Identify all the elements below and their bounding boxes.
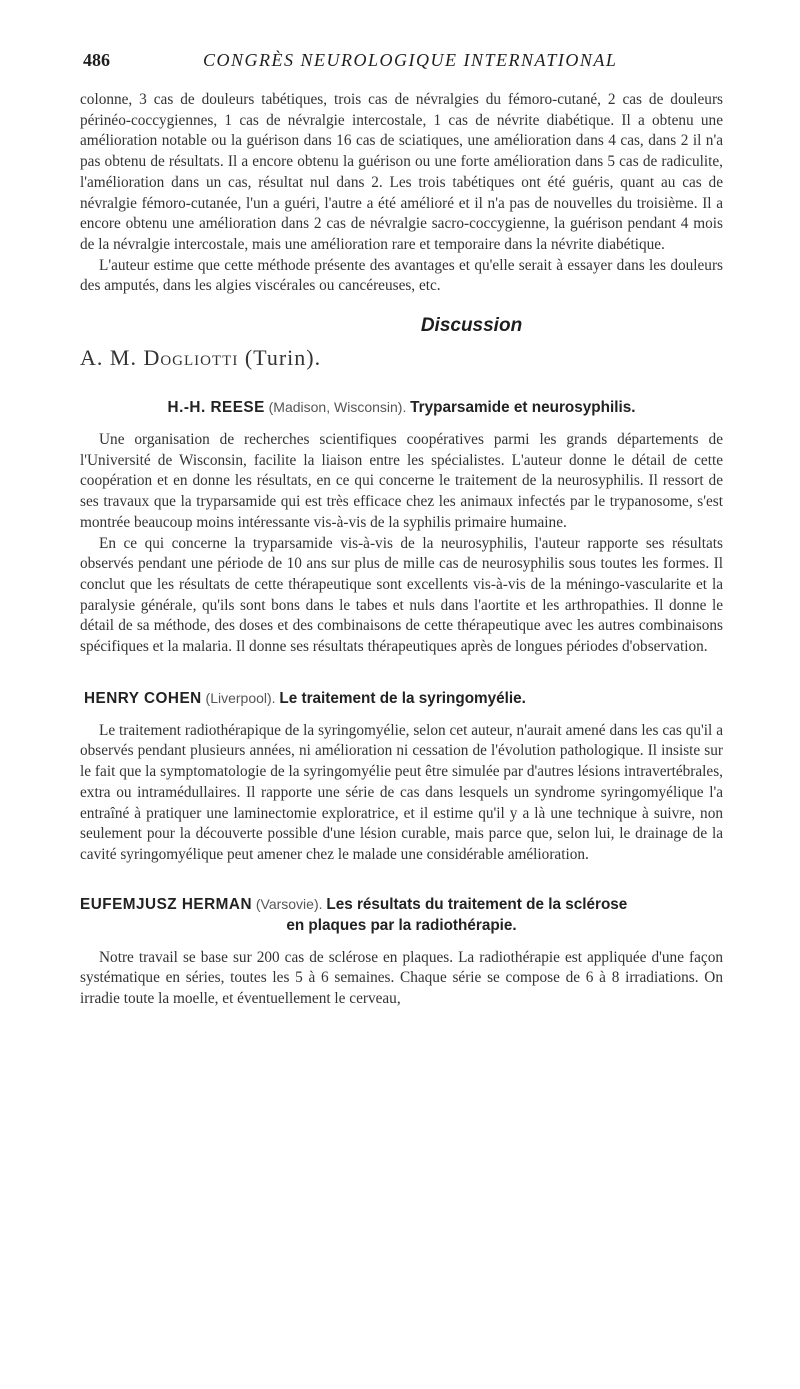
- discussant-line: [80, 345, 723, 371]
- herman-paragraph-1: Notre travail se base sur 200 cas de sclérose en plaques. La radiothérapie est appliquée d'une façon systématique en séries, toutes les 5 à 6 semaines. Chaque série se compose de 6 à 8 irradiations. On irradie toute la moelle, et éventuellement le cerveau,: [80, 948, 723, 1008]
- reese-paragraph-2: En ce qui concerne la tryparsamide vis-à-vis de la neurosyphilis, l'auteur rapporte ses résultats observés pendant une période de 10 ans sur plus de mille cas de neurosyphilis sous toutes les formes. Il conclut que les résultats de cette thérapeutique sont excellents vis-à-vis de la méningo-vascularite et la paralysie générale, qu'ils sont bons dans le tabes et nuls dans l'aortite et les arthropathies. Il donne le détail de sa méthode, des doses et des combinaisons de cette thérapeutique avec les autres combinaisons spécifiques et la malaria. Il donne ses résultats thérapeutiques après de longues périodes d'observation.: [80, 534, 723, 656]
- herman-heading: [80, 894, 723, 936]
- reese-title: Tryparsamide et neurosyphilis.: [410, 399, 636, 417]
- herman-heading-line-1: [80, 894, 723, 915]
- reese-heading: [80, 397, 723, 418]
- discussant-initial: A. M.: [80, 345, 137, 371]
- page-number: 486: [83, 50, 110, 70]
- article-body: [80, 90, 723, 1010]
- discussant-name: Dogliotti: [143, 345, 239, 371]
- paragraph-conclusion: L'auteur estime que cette méthode présente des avantages et qu'elle serait à essayer dans les douleurs des amputés, dans les algies viscérales ou cancéreuses, etc.: [80, 256, 723, 295]
- herman-title-line-1: Les résultats du traitement de la sclérose: [326, 895, 628, 913]
- reese-author: H.-H. REESE: [167, 399, 265, 417]
- herman-place: (Varsovie).: [255, 895, 323, 912]
- discussion-heading: Discussion: [420, 315, 523, 337]
- cohen-paragraph-1: Le traitement radiothérapique de la syringomyélie, selon cet auteur, n'aurait amené dans les cas qu'il a observés pendant plusieurs années, ni amélioration ni cessation de l'évolution pathologique. Il insiste sur le fait que la symptomatologie de la syringomyélie peut être simulée par d'autres lésions intravertébrales, extra ou intramédullaires. Il rapporte une série de cas dans lesquels un syndrome syringomyélique l'a entraîné à pratiquer une laminectomie exploratrice, et il estime qu'il y a là une technique à suivre, non seulement pour la découverte possible d'une lésion curable, mais parce que, selon lui, le drainage de la cavité syringomyélique peut amener chez le malade une considérable amélioration.: [80, 721, 723, 863]
- reese-place: (Madison, Wisconsin).: [268, 399, 407, 416]
- paragraph-continued: colonne, 3 cas de douleurs tabétiques, trois cas de névralgies du fémoro-cutané, 2 cas de douleurs périnéo-coccygiennes, 1 cas de névralgie intercostale, 1 cas de névrite diabétique. Il a obtenu une amélioration notable ou la guérison dans 16 cas de sciatiques, une amélioration dans 4 cas, dans 2 il n'a pas obtenu de résultats. Il a encore obtenu la guérison ou une forte amélioration dans 5 cas de radiculite, l'amélioration dans un cas, résultat nul dans 2. Les trois tabétiques ont été guéris, quant au cas de névralgie fémoro-cutanée, l'un a guéri, l'autre a été amélioré et il n'a pas de nouvelles du troisième. Il a encore obtenu une amélioration dans 2 cas de névralgie sacro-coccygienne, la guérison pendant 4 mois de la névralgie intercostale, mais une amélioration rare et temporaire dans la névrite diabétique.: [80, 91, 723, 253]
- page-header: [83, 50, 724, 80]
- cohen-author: HENRY COHEN: [84, 689, 202, 707]
- cohen-title: Le traitement de la syringomyélie.: [279, 689, 526, 707]
- herman-author: EUFEMJUSZ HERMAN: [80, 895, 253, 913]
- discussant-city: (Turin).: [244, 345, 322, 371]
- herman-title-line-2: en plaques par la radiothérapie.: [286, 916, 517, 934]
- cohen-heading: [80, 688, 723, 709]
- cohen-place: (Liverpool).: [205, 689, 276, 706]
- reese-paragraph-1: Une organisation de recherches scientifiques coopératives parmi les grands départements de l'Université de Wisconsin, facilite la liaison entre les spécialistes. L'auteur donne le détail de cette coopération et en donne les résultats, en ce qui concerne le traitement de la neurosyphilis. Il ressort de ses travaux que la tryparsamide qui est très efficace chez les animaux infectés par le trypanosome, s'est montrée beaucoup moins intéressante vis-à-vis de la syphilis primaire humaine.: [80, 431, 723, 531]
- running-title: CONGRÈS NEUROLOGIQUE INTERNATIONAL: [203, 50, 618, 70]
